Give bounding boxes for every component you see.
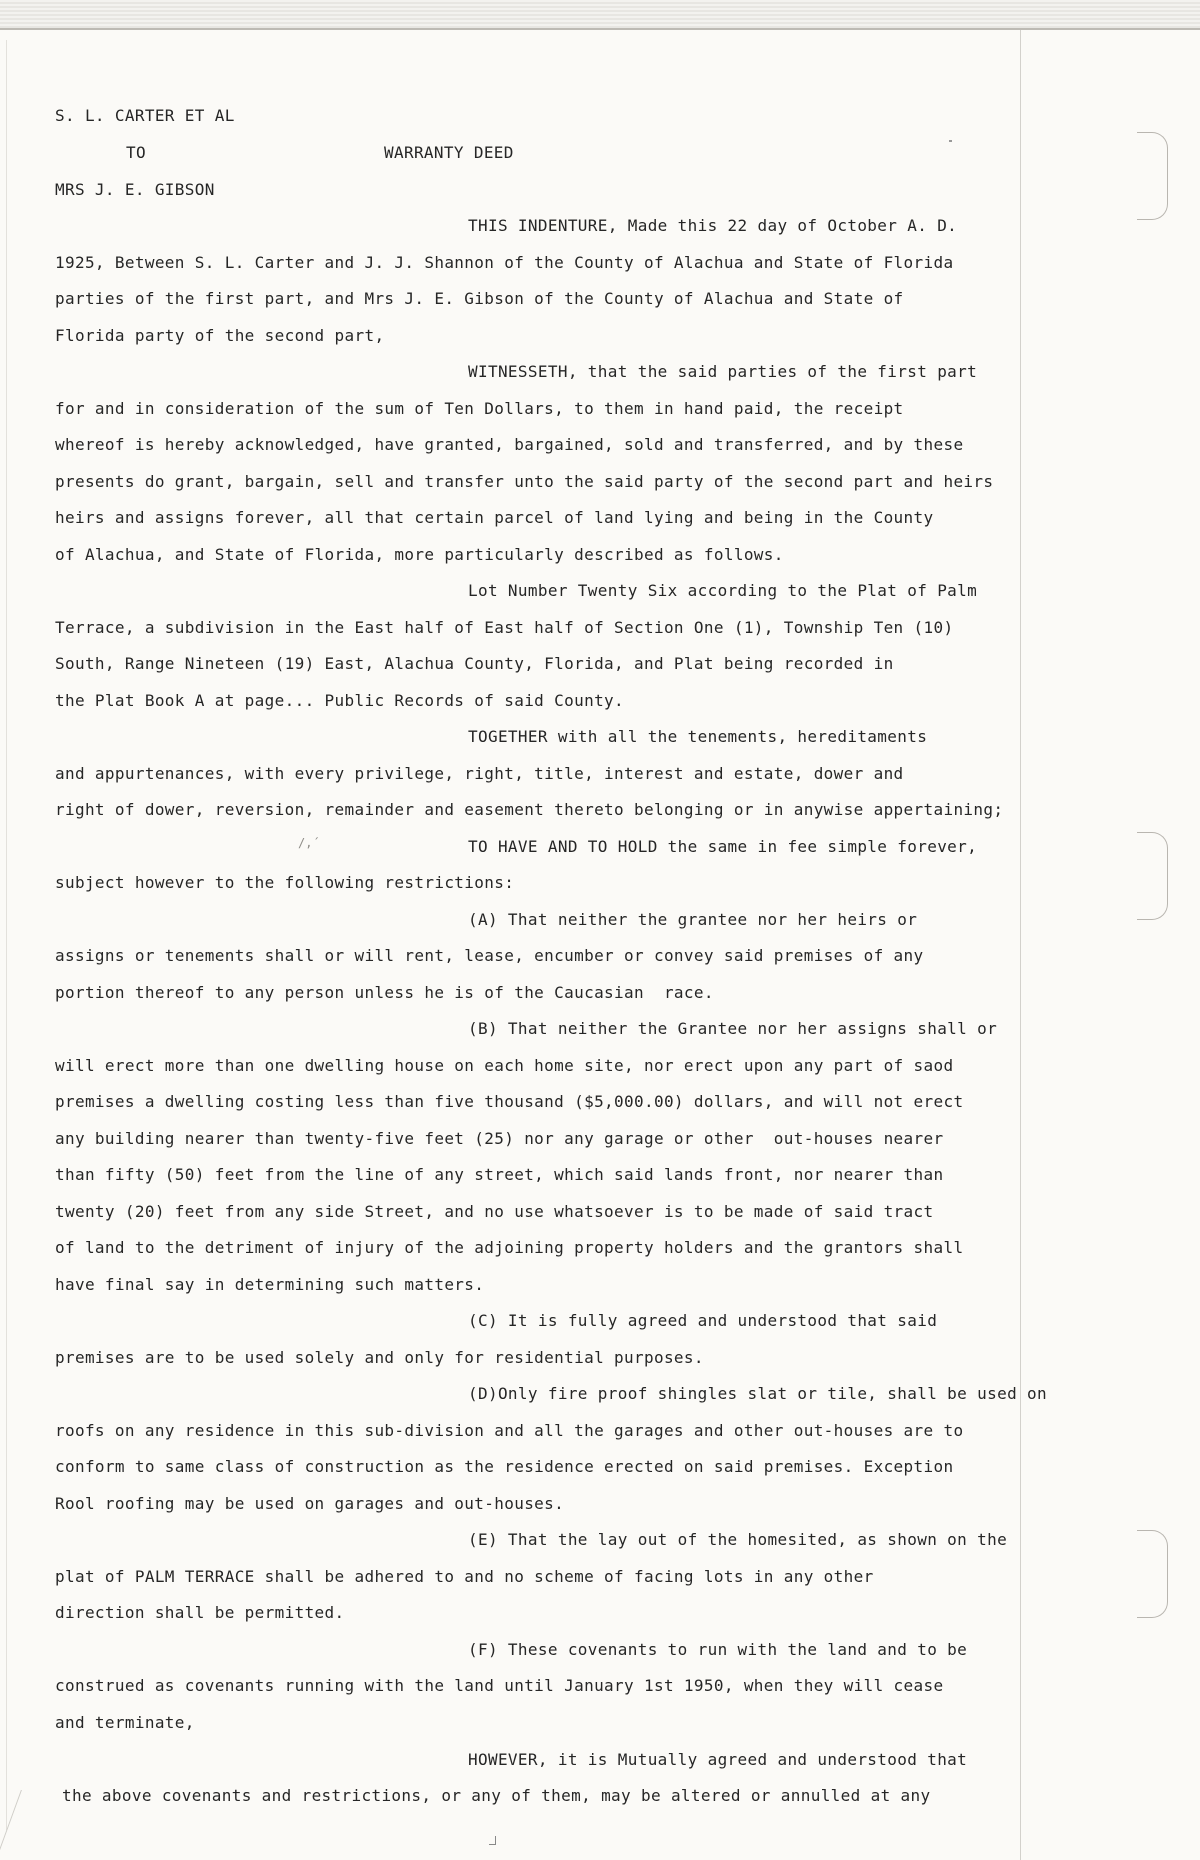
- sheet-corner-mark: [0, 1790, 62, 1850]
- body-line: Terrace, a subdivision in the East half of East half of Section One (1), Township Ten (10): [55, 618, 954, 637]
- grantee-name: MRS J. E. GIBSON: [55, 180, 215, 199]
- punch-hole-3: [1137, 1530, 1168, 1618]
- body-line: whereof is hereby acknowledged, have granted, bargained, sold and transferred, and by these: [55, 435, 964, 454]
- body-line: THIS INDENTURE, Made this 22 day of October A. D.: [468, 216, 958, 235]
- scanner-top-band: [0, 0, 1200, 30]
- punch-hole-1: [1137, 132, 1168, 220]
- body-line: any building nearer than twenty-five feet (25) nor any garage or other out-houses nearer: [55, 1129, 944, 1148]
- body-line: (C) It is fully agreed and understood that said: [468, 1311, 938, 1330]
- body-line: and appurtenances, with every privilege, right, title, interest and estate, dower and: [55, 764, 904, 783]
- body-line: twenty (20) feet from any side Street, and no use whatsoever is to be made of said tract: [55, 1202, 934, 1221]
- body-line: TO HAVE AND TO HOLD the same in fee simple forever,: [468, 837, 978, 856]
- body-line: assigns or tenements shall or will rent, lease, encumber or convey said premises of any: [55, 946, 924, 965]
- body-line: (F) These covenants to run with the land and to be: [468, 1640, 968, 1659]
- body-line: premises a dwelling costing less than five thousand ($5,000.00) dollars, and will not erect: [55, 1092, 964, 1111]
- body-line: portion thereof to any person unless he is of the Caucasian race.: [55, 983, 714, 1002]
- body-line: (E) That the lay out of the homesited, as shown on the: [468, 1530, 1008, 1549]
- body-line: of Alachua, and State of Florida, more particularly described as follows.: [55, 545, 784, 564]
- body-line: the above covenants and restrictions, or any of them, may be altered or annulled at any: [62, 1786, 931, 1805]
- body-line: than fifty (50) feet from the line of any street, which said lands front, nor nearer than: [55, 1165, 944, 1184]
- to-label: TO: [126, 143, 146, 162]
- body-line: (D)Only fire proof shingles slat or tile, shall be used on: [468, 1384, 1048, 1403]
- body-line: subject however to the following restrictions:: [55, 873, 515, 892]
- deed-title: WARRANTY DEED: [384, 143, 514, 162]
- page-mark: [489, 1836, 496, 1845]
- body-line: Florida party of the second part,: [55, 326, 385, 345]
- body-line: will erect more than one dwelling house on each home site, nor erect upon any part of saod: [55, 1056, 954, 1075]
- ink-speck: [949, 140, 952, 142]
- body-line: HOWEVER, it is Mutually agreed and understood that: [468, 1750, 968, 1769]
- body-line: construed as covenants running with the land until January 1st 1950, when they will cease: [55, 1676, 944, 1695]
- body-line: (B) That neither the Grantee nor her assigns shall or: [468, 1019, 998, 1038]
- body-line: of land to the detriment of injury of the adjoining property holders and the grantors shall: [55, 1238, 964, 1257]
- body-line: and terminate,: [55, 1713, 195, 1732]
- body-line: WITNESSETH, that the said parties of the first part: [468, 362, 978, 381]
- body-line: plat of PALM TERRACE shall be adhered to and no scheme of facing lots in any other: [55, 1567, 874, 1586]
- sheet-right-edge: [1020, 30, 1021, 1860]
- sheet-left-edge: [6, 40, 7, 1830]
- grantor-name: S. L. CARTER ET AL: [55, 106, 235, 125]
- body-line: South, Range Nineteen (19) East, Alachua County, Florida, and Plat being recorded in: [55, 654, 894, 673]
- body-line: direction shall be permitted.: [55, 1603, 345, 1622]
- body-line: Rool roofing may be used on garages and out-houses.: [55, 1494, 565, 1513]
- punch-hole-2: [1137, 832, 1168, 920]
- body-line: presents do grant, bargain, sell and transfer unto the said party of the second part and heirs: [55, 472, 994, 491]
- stray-mark: /‚´: [298, 836, 320, 850]
- body-line: roofs on any residence in this sub-division and all the garages and other out-houses are to: [55, 1421, 964, 1440]
- body-line: have final say in determining such matters.: [55, 1275, 485, 1294]
- body-line: (A) That neither the grantee nor her heirs or: [468, 910, 918, 929]
- body-line: the Plat Book A at page... Public Records of said County.: [55, 691, 625, 710]
- body-line: premises are to be used solely and only for residential purposes.: [55, 1348, 704, 1367]
- body-line: for and in consideration of the sum of Ten Dollars, to them in hand paid, the receipt: [55, 399, 904, 418]
- body-line: conform to same class of construction as the residence erected on said premises. Exception: [55, 1457, 954, 1476]
- body-line: 1925, Between S. L. Carter and J. J. Shannon of the County of Alachua and State of Florida: [55, 253, 954, 272]
- body-line: Lot Number Twenty Six according to the Plat of Palm: [468, 581, 978, 600]
- body-line: parties of the first part, and Mrs J. E. Gibson of the County of Alachua and State of: [55, 289, 904, 308]
- body-line: right of dower, reversion, remainder and easement thereto belonging or in anywise appertaining;: [55, 800, 1004, 819]
- body-line: TOGETHER with all the tenements, hereditaments: [468, 727, 928, 746]
- body-line: heirs and assigns forever, all that certain parcel of land lying and being in the County: [55, 508, 934, 527]
